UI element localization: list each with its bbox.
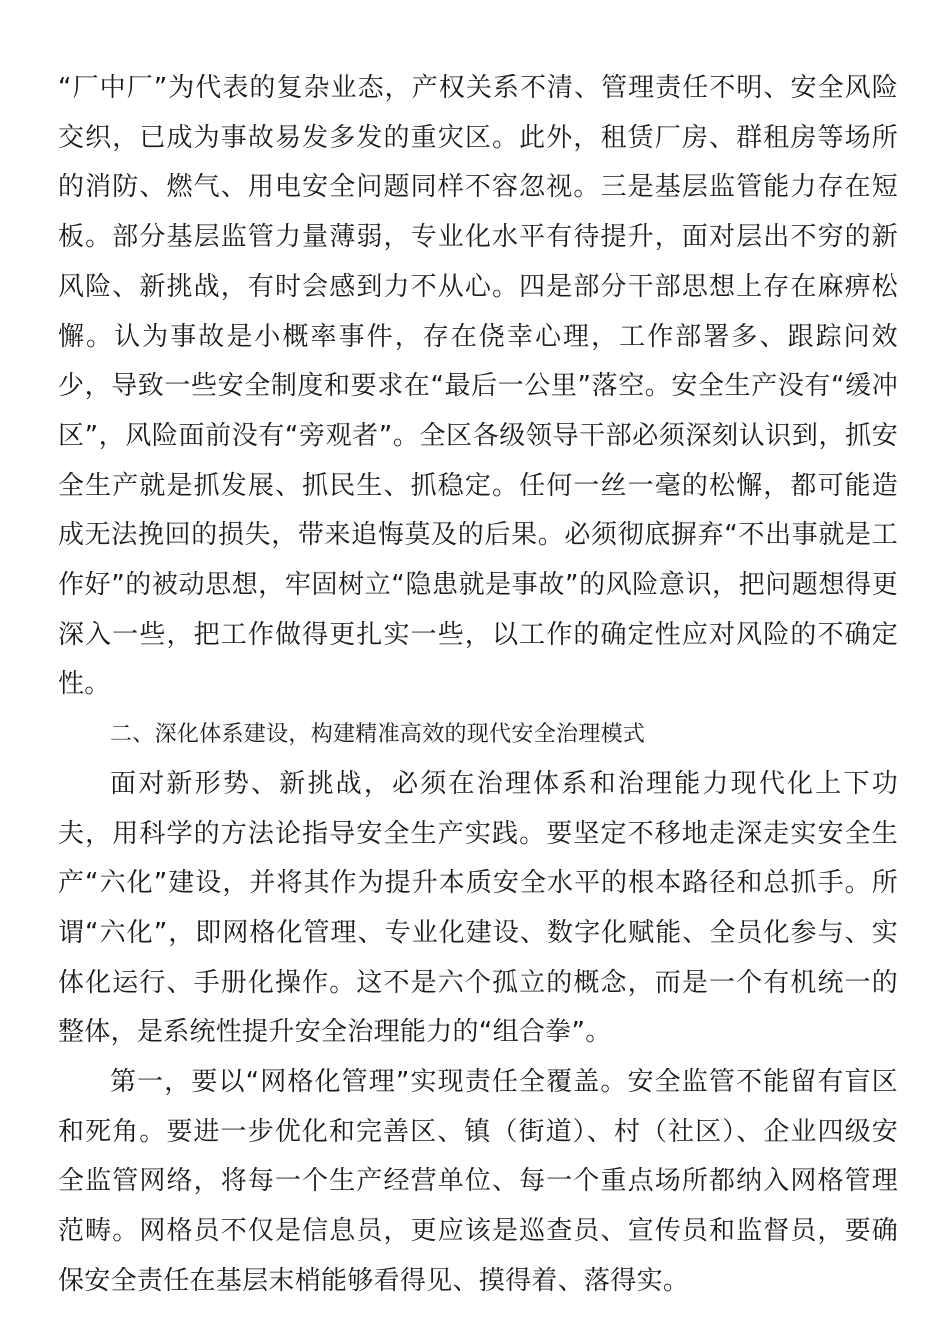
- section-heading: 二、深化体系建设，构建精准高效的现代安全治理模式: [110, 722, 646, 748]
- paragraph-continuation: “厂中厂”为代表的复杂业态，产权关系不清、管理责任不明、安全风险交织，已成为事故易发多发的重灾区。此外，租赁厂房、群租房等场所的消防、燃气、用电安全问题同样不容忽视。三是基层监管能力存在短板。部分基层监管力量薄弱，专业化水平有待提升，面对层出不穷的新风险、新挑战，有时会感到力不从心。四是部分干部思想上存在麻痹松懈。认为事故是小概率事件，存在侥幸心理，工作部署多、跟踪问效少，导致一些安全制度和要求在“最后一公里”落空。安全生产没有“缓冲区”，风险面前没有“旁观者”。全区各级领导干部必须深刻认识到，抓安全生产就是抓发展、抓民生、抓稳定。任何一丝一毫的松懈，都可能造成无法挽回的损失，带来追悔莫及的后果。必须彻底摒弃“不出事就是工作好”的被动思想，牢固树立“隐患就是事故”的风险意识，把问题想得更深入一些，把工作做得更扎实一些，以工作的确定性应对风险的不确定性。: [58, 73, 898, 700]
- document-body: [58, 64, 898, 1307]
- paragraph-grid-management: 第一，要以“网格化管理”实现责任全覆盖。安全监管不能留有盲区和死角。要进一步优化和完善区、镇（街道）、村（社区）、企业四级安全监管网络，将每一个生产经营单位、每一个重点场所都纳入网格管理范畴。网格员不仅是信息员，更应该是巡查员、宣传员和监督员，要确保安全责任在基层末梢能够看得见、摸得着、落得实。: [58, 1067, 898, 1296]
- paragraph-six-modernization: 面对新形势、新挑战，必须在治理体系和治理能力现代化上下功夫，用科学的方法论指导安全生产实践。要坚定不移地走深走实安全生产“六化”建设，并将其作为提升本质安全水平的根本路径和总抓手。所谓“六化”，即网格化管理、专业化建设、数字化赋能、全员化参与、实体化运行、手册化操作。这不是六个孤立的概念，而是一个有机统一的整体，是系统性提升安全治理能力的“组合拳”。: [58, 768, 898, 1048]
